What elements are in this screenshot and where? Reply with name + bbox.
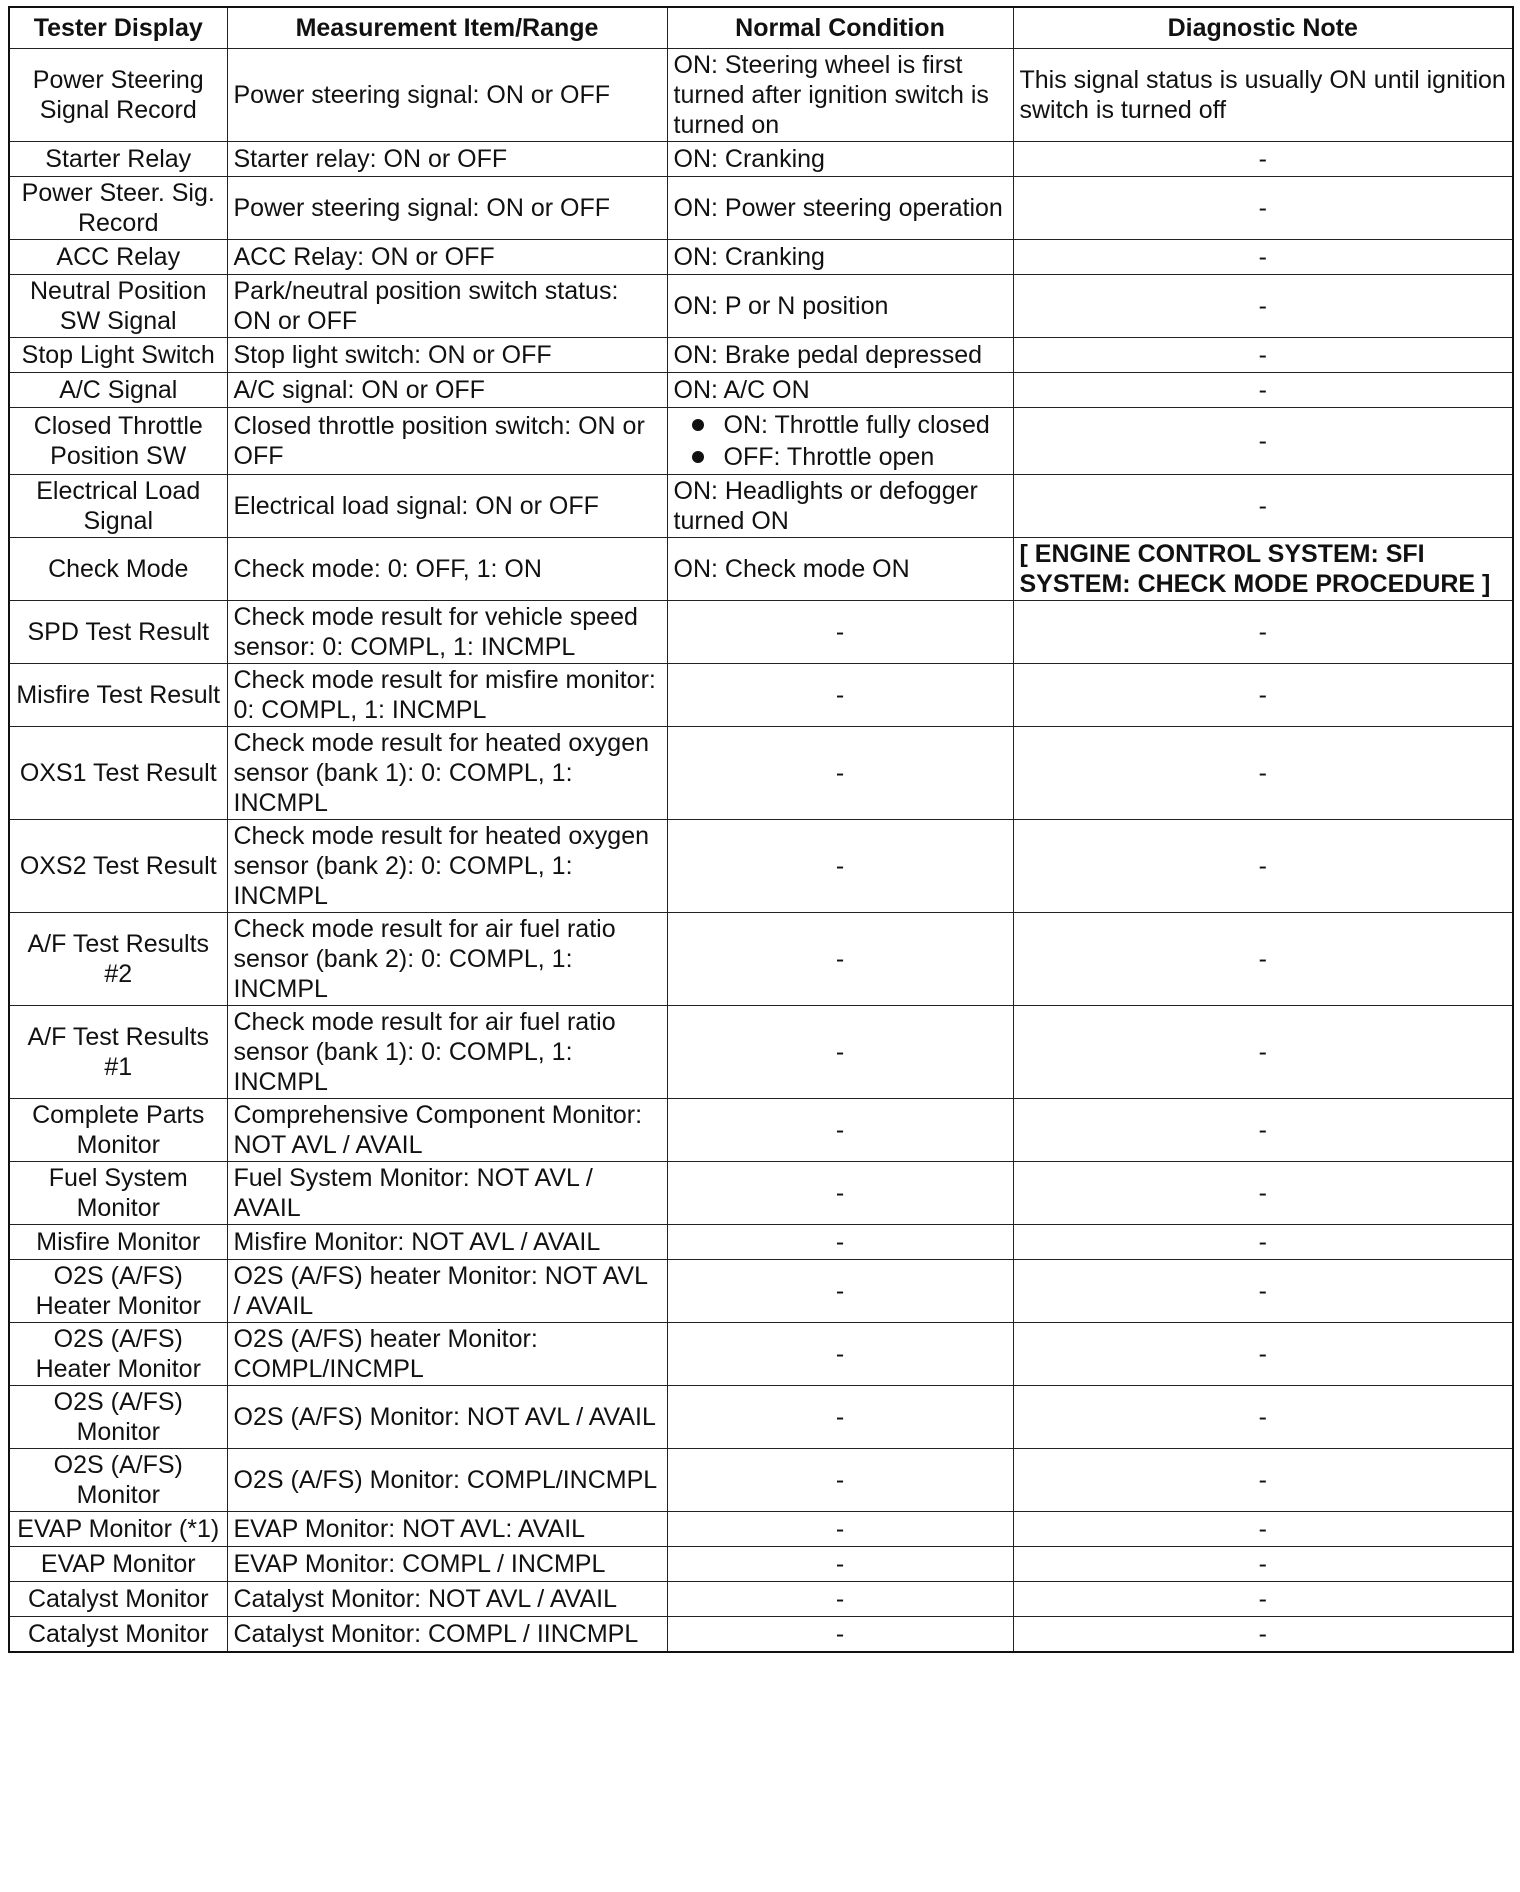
- table-row: [9, 240, 1513, 275]
- tester-display-cell: EVAP Monitor: [9, 1547, 227, 1582]
- table-row: [9, 664, 1513, 727]
- normal-condition-cell: -: [667, 1260, 1013, 1323]
- table-row: [9, 1225, 1513, 1260]
- tester-display-cell: Check Mode: [9, 538, 227, 601]
- tester-display-cell: Fuel System Monitor: [9, 1162, 227, 1225]
- diagnostic-note-cell: -: [1013, 1162, 1513, 1225]
- tester-display-cell: Electrical Load Signal: [9, 475, 227, 538]
- normal-condition-cell: ON: Brake pedal depressed: [667, 338, 1013, 373]
- normal-condition-cell: ON: A/C ON: [667, 373, 1013, 408]
- diagnostic-note-cell: -: [1013, 820, 1513, 913]
- tester-display-cell: A/C Signal: [9, 373, 227, 408]
- normal-condition-cell: -: [667, 1225, 1013, 1260]
- tester-display-cell: OXS2 Test Result: [9, 820, 227, 913]
- condition-bullet-list: [674, 409, 1007, 473]
- condition-bullet-text: ON: Throttle fully closed: [723, 411, 990, 439]
- diagnostic-note-cell: -: [1013, 1582, 1513, 1617]
- measurement-range-cell: EVAP Monitor: NOT AVL: AVAIL: [227, 1512, 667, 1547]
- measurement-range-cell: Catalyst Monitor: COMPL / IINCMPL: [227, 1617, 667, 1652]
- measurement-range-cell: Electrical load signal: ON or OFF: [227, 475, 667, 538]
- tester-display-cell: O2S (A/FS) Heater Monitor: [9, 1260, 227, 1323]
- measurement-range-cell: Check mode result for air fuel ratio sensor (bank 2): 0: COMPL, 1: INCMPL: [227, 913, 667, 1006]
- tester-display-cell: EVAP Monitor (*1): [9, 1512, 227, 1547]
- measurement-range-cell: O2S (A/FS) Monitor: NOT AVL / AVAIL: [227, 1386, 667, 1449]
- normal-condition-cell: ON: Check mode ON: [667, 538, 1013, 601]
- table-row: [9, 1449, 1513, 1512]
- diagnostic-note-cell: -: [1013, 664, 1513, 727]
- tester-display-cell: Neutral Position SW Signal: [9, 275, 227, 338]
- measurement-range-cell: Power steering signal: ON or OFF: [227, 49, 667, 142]
- diagnostic-note-cell: -: [1013, 338, 1513, 373]
- diagnostic-note-cell: -: [1013, 1386, 1513, 1449]
- measurement-range-cell: Starter relay: ON or OFF: [227, 142, 667, 177]
- normal-condition-cell: ON: P or N position: [667, 275, 1013, 338]
- diagnostic-note-cell: -: [1013, 1449, 1513, 1512]
- diagnostic-note-cell: -: [1013, 240, 1513, 275]
- header-normal-condition: Normal Condition: [667, 7, 1013, 49]
- measurement-range-cell: Fuel System Monitor: NOT AVL / AVAIL: [227, 1162, 667, 1225]
- diagnostic-note-cell: -: [1013, 1547, 1513, 1582]
- normal-condition-cell: ON: Cranking: [667, 142, 1013, 177]
- table-row: [9, 1617, 1513, 1652]
- measurement-range-cell: Closed throttle position switch: ON or OFF: [227, 408, 667, 475]
- tester-display-cell: OXS1 Test Result: [9, 727, 227, 820]
- table-row: [9, 601, 1513, 664]
- diagnostic-note-cell: -: [1013, 601, 1513, 664]
- table-row: [9, 1099, 1513, 1162]
- table-row: [9, 275, 1513, 338]
- measurement-range-cell: Comprehensive Component Monitor: NOT AVL / AVAIL: [227, 1099, 667, 1162]
- measurement-range-cell: EVAP Monitor: COMPL / INCMPL: [227, 1547, 667, 1582]
- table-row: [9, 913, 1513, 1006]
- table-row: [9, 338, 1513, 373]
- measurement-range-cell: Check mode result for heated oxygen sensor (bank 2): 0: COMPL, 1: INCMPL: [227, 820, 667, 913]
- diagnostic-note-cell: -: [1013, 1225, 1513, 1260]
- normal-condition-cell: [667, 408, 1013, 475]
- diagnostic-note-cell: -: [1013, 275, 1513, 338]
- normal-condition-cell: -: [667, 664, 1013, 727]
- normal-condition-cell: ON: Steering wheel is first turned after ignition switch is turned on: [667, 49, 1013, 142]
- tester-display-cell: Closed Throttle Position SW: [9, 408, 227, 475]
- diagnostic-note-cell: -: [1013, 1512, 1513, 1547]
- measurement-range-cell: Check mode result for heated oxygen sensor (bank 1): 0: COMPL, 1: INCMPL: [227, 727, 667, 820]
- table-row: [9, 1162, 1513, 1225]
- normal-condition-cell: -: [667, 1512, 1013, 1547]
- measurement-range-cell: Check mode result for air fuel ratio sensor (bank 1): 0: COMPL, 1: INCMPL: [227, 1006, 667, 1099]
- measurement-range-cell: Check mode result for misfire monitor: 0: COMPL, 1: INCMPL: [227, 664, 667, 727]
- measurement-range-cell: Stop light switch: ON or OFF: [227, 338, 667, 373]
- diagnostic-note-cell: -: [1013, 408, 1513, 475]
- normal-condition-cell: -: [667, 1162, 1013, 1225]
- normal-condition-cell: -: [667, 1323, 1013, 1386]
- table-row: [9, 408, 1513, 475]
- table-row: [9, 1547, 1513, 1582]
- diagnostic-note-cell: [ ENGINE CONTROL SYSTEM: SFI SYSTEM: CHECK MODE PROCEDURE ]: [1013, 538, 1513, 601]
- table-row: [9, 1260, 1513, 1323]
- tester-display-cell: Misfire Monitor: [9, 1225, 227, 1260]
- normal-condition-cell: -: [667, 820, 1013, 913]
- diagnostic-note-cell: -: [1013, 177, 1513, 240]
- header-measurement-item: Measurement Item/Range: [227, 7, 667, 49]
- normal-condition-cell: -: [667, 1582, 1013, 1617]
- table-row: [9, 1006, 1513, 1099]
- diagnostic-note-cell: -: [1013, 475, 1513, 538]
- table-row: [9, 177, 1513, 240]
- table-row: [9, 373, 1513, 408]
- measurement-range-cell: O2S (A/FS) heater Monitor: NOT AVL / AVAIL: [227, 1260, 667, 1323]
- measurement-range-cell: Power steering signal: ON or OFF: [227, 177, 667, 240]
- normal-condition-cell: ON: Headlights or defogger turned ON: [667, 475, 1013, 538]
- table-body: [9, 49, 1513, 1652]
- condition-bullet-item: [688, 409, 1007, 441]
- measurement-range-cell: Check mode result for vehicle speed sensor: 0: COMPL, 1: INCMPL: [227, 601, 667, 664]
- normal-condition-cell: -: [667, 727, 1013, 820]
- tester-display-cell: O2S (A/FS) Heater Monitor: [9, 1323, 227, 1386]
- normal-condition-cell: -: [667, 1617, 1013, 1652]
- header-diagnostic-note: Diagnostic Note: [1013, 7, 1513, 49]
- normal-condition-cell: -: [667, 601, 1013, 664]
- condition-bullet-item: [688, 441, 1007, 473]
- diagnostic-note-cell: This signal status is usually ON until ignition switch is turned off: [1013, 49, 1513, 142]
- diagnostic-note-cell: -: [1013, 1617, 1513, 1652]
- tester-display-cell: Complete Parts Monitor: [9, 1099, 227, 1162]
- tester-display-cell: Catalyst Monitor: [9, 1582, 227, 1617]
- tester-display-cell: Catalyst Monitor: [9, 1617, 227, 1652]
- bullet-icon: [692, 451, 704, 463]
- tester-display-cell: Power Steer. Sig. Record: [9, 177, 227, 240]
- measurement-range-cell: ACC Relay: ON or OFF: [227, 240, 667, 275]
- tester-display-cell: ACC Relay: [9, 240, 227, 275]
- diagnostic-note-cell: -: [1013, 913, 1513, 1006]
- condition-bullet-text: OFF: Throttle open: [723, 443, 935, 471]
- tester-display-cell: Stop Light Switch: [9, 338, 227, 373]
- measurement-range-cell: O2S (A/FS) heater Monitor: COMPL/INCMPL: [227, 1323, 667, 1386]
- normal-condition-cell: -: [667, 1547, 1013, 1582]
- bullet-icon: [692, 419, 704, 431]
- tester-display-cell: Misfire Test Result: [9, 664, 227, 727]
- header-row: [9, 7, 1513, 49]
- tester-display-cell: O2S (A/FS) Monitor: [9, 1449, 227, 1512]
- tester-display-cell: SPD Test Result: [9, 601, 227, 664]
- normal-condition-cell: ON: Cranking: [667, 240, 1013, 275]
- diagnostic-note-cell: -: [1013, 1323, 1513, 1386]
- measurement-range-cell: Misfire Monitor: NOT AVL / AVAIL: [227, 1225, 667, 1260]
- table-row: [9, 1582, 1513, 1617]
- tester-display-cell: Starter Relay: [9, 142, 227, 177]
- measurement-range-cell: A/C signal: ON or OFF: [227, 373, 667, 408]
- diagnostic-note-cell: -: [1013, 1099, 1513, 1162]
- normal-condition-cell: -: [667, 1449, 1013, 1512]
- diagnostic-note-cell: -: [1013, 1006, 1513, 1099]
- normal-condition-cell: -: [667, 1099, 1013, 1162]
- data-list-table: [8, 6, 1514, 1653]
- measurement-range-cell: Check mode: 0: OFF, 1: ON: [227, 538, 667, 601]
- normal-condition-cell: -: [667, 1386, 1013, 1449]
- header-tester-display: Tester Display: [9, 7, 227, 49]
- table-row: [9, 1386, 1513, 1449]
- table-row: [9, 142, 1513, 177]
- measurement-range-cell: Park/neutral position switch status: ON or OFF: [227, 275, 667, 338]
- normal-condition-cell: -: [667, 913, 1013, 1006]
- measurement-range-cell: O2S (A/FS) Monitor: COMPL/INCMPL: [227, 1449, 667, 1512]
- normal-condition-cell: ON: Power steering operation: [667, 177, 1013, 240]
- table-row: [9, 727, 1513, 820]
- diagnostic-note-cell: -: [1013, 727, 1513, 820]
- table-row: [9, 820, 1513, 913]
- diagnostic-note-cell: -: [1013, 373, 1513, 408]
- table-header: [9, 7, 1513, 49]
- table-row: [9, 1323, 1513, 1386]
- table-row: [9, 475, 1513, 538]
- table-row: [9, 49, 1513, 142]
- table-row: [9, 538, 1513, 601]
- normal-condition-cell: -: [667, 1006, 1013, 1099]
- diagnostic-note-cell: -: [1013, 142, 1513, 177]
- tester-display-cell: Power Steering Signal Record: [9, 49, 227, 142]
- table-row: [9, 1512, 1513, 1547]
- tester-display-cell: A/F Test Results #2: [9, 913, 227, 1006]
- tester-display-cell: A/F Test Results #1: [9, 1006, 227, 1099]
- tester-display-cell: O2S (A/FS) Monitor: [9, 1386, 227, 1449]
- diagnostic-note-cell: -: [1013, 1260, 1513, 1323]
- measurement-range-cell: Catalyst Monitor: NOT AVL / AVAIL: [227, 1582, 667, 1617]
